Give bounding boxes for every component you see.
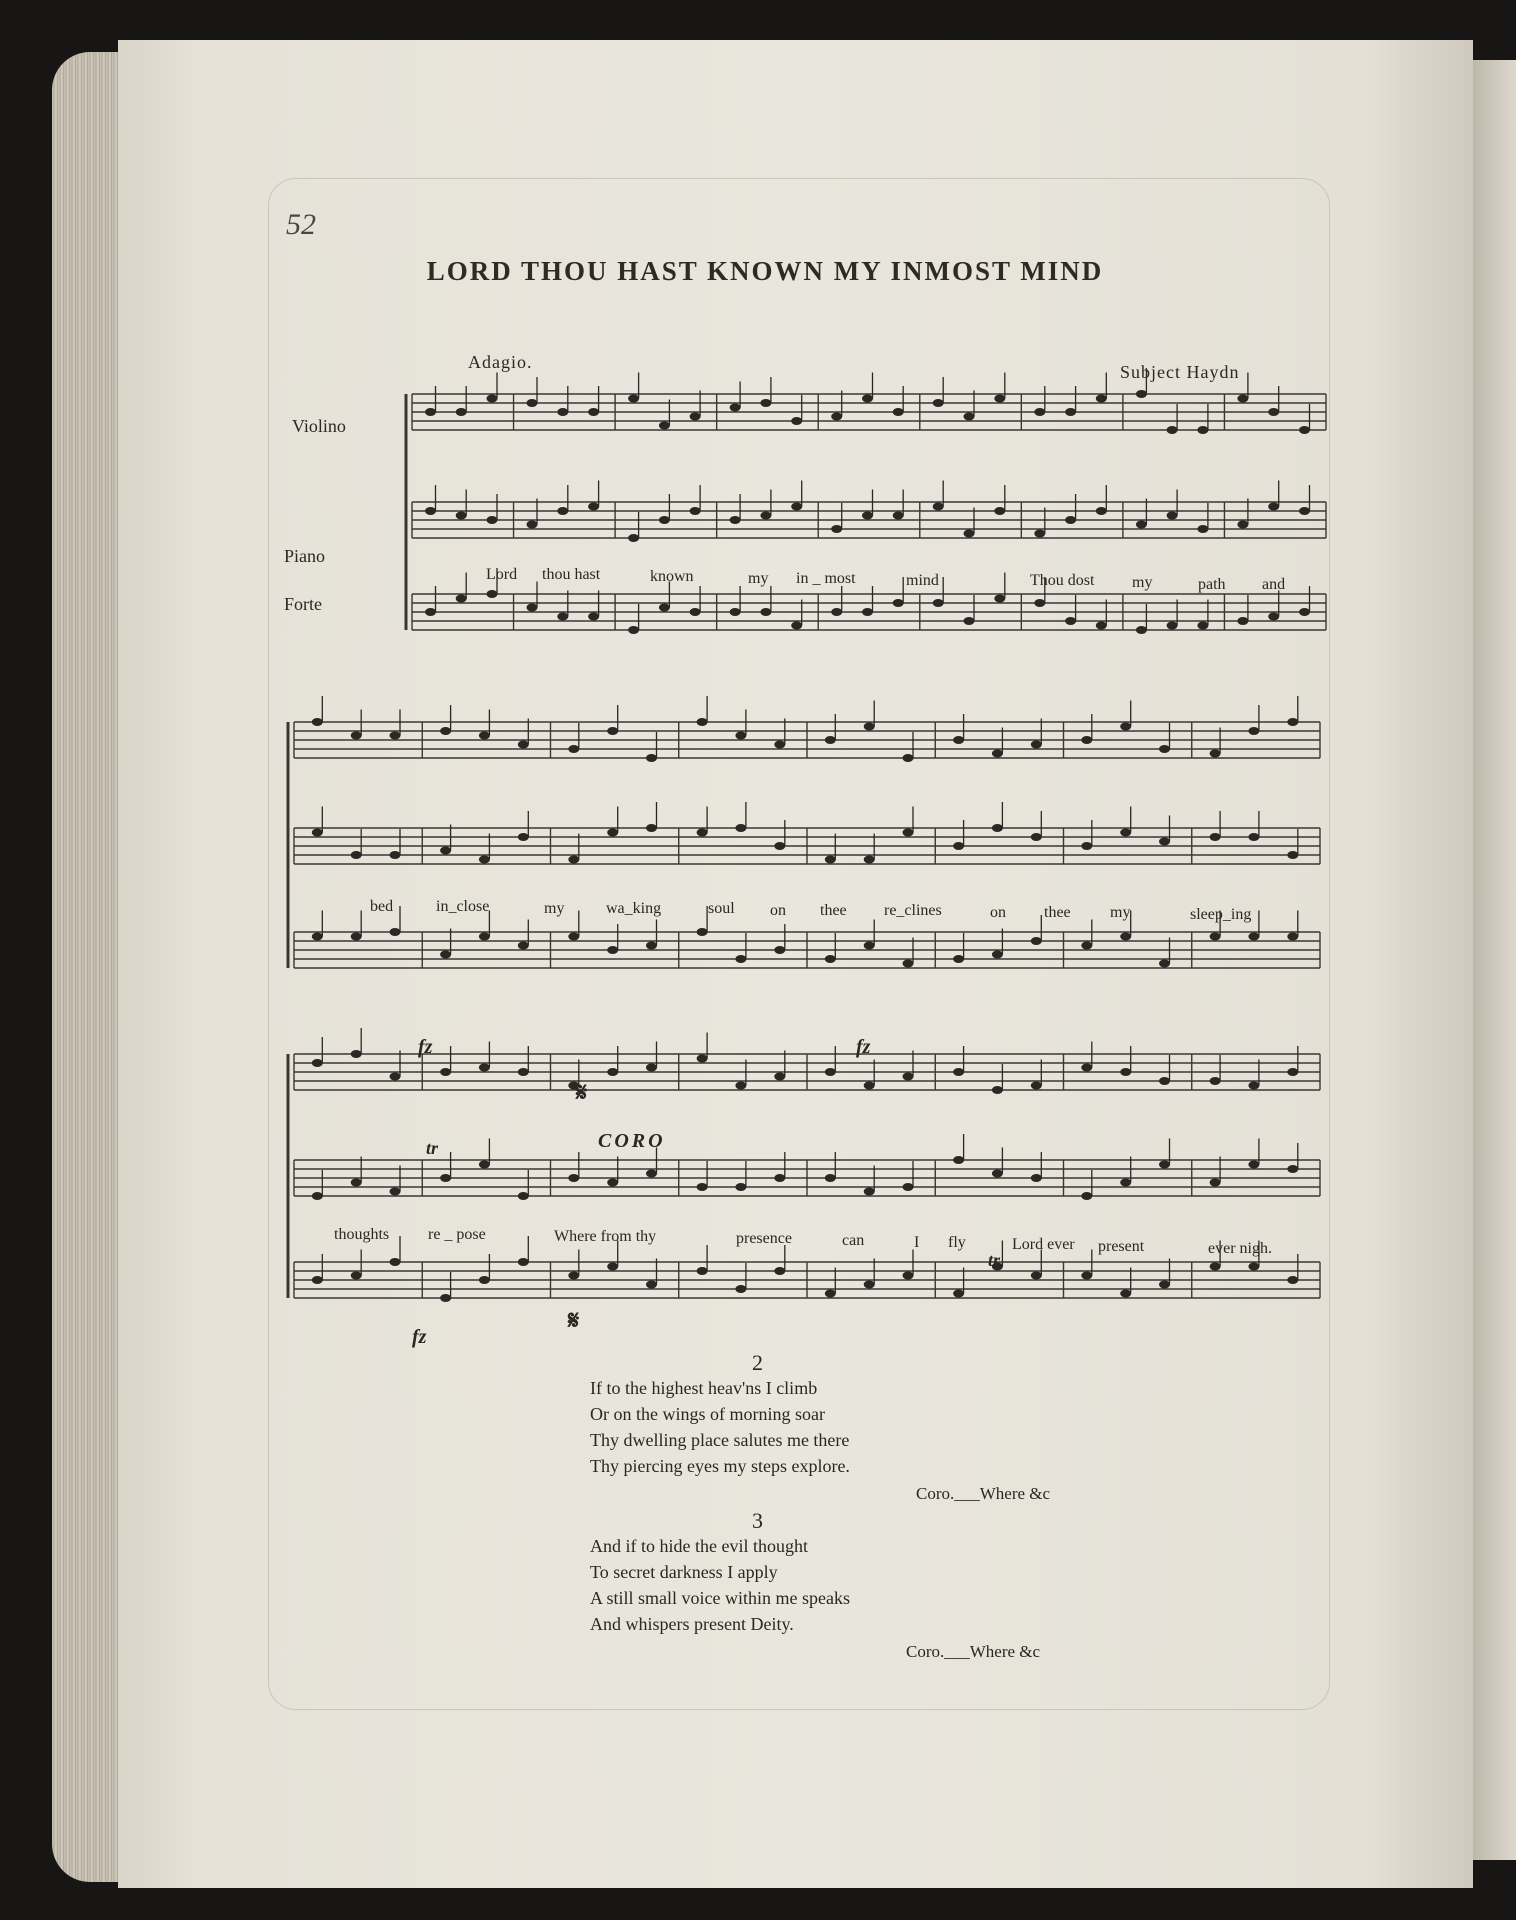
note-head [1065, 516, 1076, 524]
note-head [1031, 937, 1042, 945]
note-head [1210, 1077, 1221, 1085]
note-head [1299, 426, 1310, 434]
lyric-syllable: path [1198, 576, 1226, 593]
note-head [864, 723, 875, 731]
note-head [1120, 723, 1131, 731]
note-head [903, 1183, 914, 1191]
note-head [1159, 960, 1170, 968]
note-head [607, 946, 618, 954]
lyric-syllable: Where from thy [554, 1228, 657, 1245]
trill-mark: tr [988, 1250, 1001, 1270]
coro-marking: CORO [598, 1130, 666, 1152]
note-head [588, 503, 599, 511]
note-head [479, 1161, 490, 1169]
note-head [831, 525, 842, 533]
verse-2-line-3: Thy dwelling place salutes me there [590, 1430, 850, 1450]
lyric-syllable: ever nigh. [1208, 1240, 1272, 1257]
note-head [568, 1174, 579, 1182]
note-head [659, 604, 670, 612]
note-head [864, 942, 875, 950]
note-head [1287, 1165, 1298, 1173]
note-head [425, 408, 436, 416]
note-head [730, 404, 741, 412]
note-head [425, 507, 436, 515]
lyric-syllable: my [1132, 574, 1153, 591]
note-head [735, 1082, 746, 1090]
note-head [518, 1068, 529, 1076]
note-head [953, 1068, 964, 1076]
note-head [862, 608, 873, 616]
note-head [1136, 626, 1147, 634]
note-head [1167, 622, 1178, 630]
note-head [953, 955, 964, 963]
trill-mark: tr [426, 1138, 439, 1158]
note-head [479, 933, 490, 941]
song-title: LORD THOU HAST KNOWN MY INMOST MIND [426, 256, 1104, 286]
note-head [735, 732, 746, 740]
note-head [1159, 1161, 1170, 1169]
verse-2-coro-ref: Coro.___Where &c [916, 1484, 1051, 1503]
note-head [568, 856, 579, 864]
note-head [1237, 617, 1248, 625]
note-head [557, 507, 568, 515]
verse-3-line-1: And if to hide the evil thought [590, 1536, 808, 1556]
lyric-syllable: thoughts [334, 1226, 390, 1243]
note-head [1120, 933, 1131, 941]
note-head [351, 1179, 362, 1187]
note-head [774, 741, 785, 749]
note-head [1159, 838, 1170, 846]
note-head [659, 516, 670, 524]
note-head [351, 933, 362, 941]
note-head [628, 626, 639, 634]
note-head [903, 1272, 914, 1280]
note-head [518, 833, 529, 841]
note-head [607, 1263, 618, 1271]
note-head [862, 395, 873, 403]
note-head [697, 1183, 708, 1191]
note-head [1210, 1179, 1221, 1187]
note-head [440, 951, 451, 959]
lyric-syllable: my [1110, 904, 1131, 921]
note-head [518, 1258, 529, 1266]
note-head [1210, 933, 1221, 941]
note-head [1120, 829, 1131, 837]
note-head [1268, 613, 1279, 621]
lyric-syllable: wa_king [606, 900, 662, 917]
note-head [1197, 622, 1208, 630]
lyric-syllable: present [1098, 1238, 1145, 1255]
note-head [903, 829, 914, 837]
lyric-syllable: my [748, 570, 769, 587]
note-head [390, 1258, 401, 1266]
segno-sign: 𝄋 [568, 1306, 580, 1335]
dynamic-fz: fz [418, 1036, 433, 1058]
note-head [527, 521, 538, 529]
note-head [953, 736, 964, 744]
note-head [1248, 1082, 1259, 1090]
note-head [994, 507, 1005, 515]
note-head [825, 1290, 836, 1298]
note-head [864, 856, 875, 864]
lyric-syllable: on [770, 902, 786, 919]
note-head [1197, 426, 1208, 434]
note-head [1167, 512, 1178, 520]
note-head [1081, 736, 1092, 744]
note-head [646, 1064, 657, 1072]
note-head [518, 942, 529, 950]
note-head [456, 512, 467, 520]
lyric-syllable: sleep_ing [1190, 906, 1252, 923]
note-head [831, 608, 842, 616]
note-head [893, 408, 904, 416]
note-head [312, 718, 323, 726]
note-head [588, 613, 599, 621]
note-head [312, 933, 323, 941]
note-head [825, 1068, 836, 1076]
note-head [1120, 1290, 1131, 1298]
note-head [425, 608, 436, 616]
verse-3-line-4: And whispers present Deity. [590, 1614, 794, 1634]
note-head [1248, 1263, 1259, 1271]
verse-2-line-4: Thy piercing eyes my steps explore. [590, 1456, 850, 1476]
note-head [607, 1068, 618, 1076]
note-head [1299, 507, 1310, 515]
composer-credit: Subject Haydn [1120, 362, 1240, 382]
note-head [964, 413, 975, 421]
note-head [440, 1294, 451, 1302]
note-head [1167, 426, 1178, 434]
note-head [568, 745, 579, 753]
note-head [390, 928, 401, 936]
note-head [1065, 408, 1076, 416]
dynamic-fz: fz [856, 1036, 871, 1058]
note-head [479, 732, 490, 740]
note-head [825, 955, 836, 963]
lyric-syllable: thou hast [542, 566, 601, 583]
note-head [351, 851, 362, 859]
note-head [607, 1179, 618, 1187]
instrument-label-piano: Piano [284, 546, 326, 566]
note-head [697, 1267, 708, 1275]
note-head [933, 503, 944, 511]
note-head [518, 741, 529, 749]
note-head [1210, 750, 1221, 758]
lyric-syllable: in_close [436, 898, 490, 915]
note-head [1159, 1077, 1170, 1085]
note-head [312, 1059, 323, 1067]
note-head [953, 1290, 964, 1298]
lyric-syllable: on [990, 904, 1006, 921]
note-head [646, 1170, 657, 1178]
note-head [730, 516, 741, 524]
note-head [791, 622, 802, 630]
note-head [697, 1055, 708, 1063]
note-head [1136, 390, 1147, 398]
verse-3-line-2: To secret darkness I apply [590, 1562, 778, 1582]
note-head [1136, 521, 1147, 529]
note-head [351, 1272, 362, 1280]
note-head [1081, 842, 1092, 850]
note-head [479, 856, 490, 864]
note-head [953, 1156, 964, 1164]
note-head [992, 824, 1003, 832]
instrument-label-forte: Forte [284, 594, 322, 614]
note-head [659, 422, 670, 430]
lyric-syllable: mind [906, 572, 939, 589]
lyric-syllable: fly [948, 1234, 966, 1251]
note-head [1031, 1272, 1042, 1280]
note-head [903, 960, 914, 968]
note-head [568, 1272, 579, 1280]
note-head [487, 590, 498, 598]
note-head [735, 824, 746, 832]
note-heads [312, 368, 1310, 1302]
lyric-syllable: I [914, 1234, 920, 1251]
note-head [825, 1174, 836, 1182]
note-head [1034, 408, 1045, 416]
lyric-syllable: thee [1044, 904, 1071, 921]
verse-number-2: 2 [752, 1350, 763, 1375]
note-head [992, 750, 1003, 758]
note-head [351, 732, 362, 740]
note-head [440, 1174, 451, 1182]
note-head [1287, 933, 1298, 941]
note-head [774, 1174, 785, 1182]
note-head [1248, 1161, 1259, 1169]
verse-2-line-1: If to the highest heav'ns I climb [590, 1378, 818, 1398]
note-head [1120, 1179, 1131, 1187]
note-head [774, 1073, 785, 1081]
note-head [1081, 1064, 1092, 1072]
note-head [1031, 1082, 1042, 1090]
note-head [1237, 521, 1248, 529]
note-head [1248, 727, 1259, 735]
note-head [607, 829, 618, 837]
note-head [646, 942, 657, 950]
note-head [774, 842, 785, 850]
note-head [312, 1276, 323, 1284]
note-head [760, 399, 771, 407]
lyric-syllable: Thou dost [1030, 572, 1095, 589]
note-head [697, 829, 708, 837]
note-head [1031, 833, 1042, 841]
lyric-syllable: and [1262, 576, 1286, 593]
note-head [1287, 718, 1298, 726]
note-head [456, 595, 467, 603]
note-head [690, 608, 701, 616]
note-head [646, 824, 657, 832]
tempo-marking: Adagio. [468, 352, 533, 372]
note-head [992, 1086, 1003, 1094]
note-head [646, 1281, 657, 1289]
note-head [825, 856, 836, 864]
lyric-syllable: soul [708, 900, 735, 917]
note-head [1197, 525, 1208, 533]
note-head [628, 534, 639, 542]
note-head [1210, 833, 1221, 841]
note-head [964, 617, 975, 625]
note-head [312, 829, 323, 837]
note-head [690, 413, 701, 421]
note-head [1096, 395, 1107, 403]
note-head [864, 1188, 875, 1196]
note-head [1096, 622, 1107, 630]
note-head [1248, 833, 1259, 841]
note-head [440, 1068, 451, 1076]
note-head [607, 727, 618, 735]
lyric-syllable: re _ pose [428, 1226, 486, 1243]
note-head [893, 599, 904, 607]
note-head [557, 408, 568, 416]
lyric-syllable: re_clines [884, 902, 942, 919]
note-head [1287, 1276, 1298, 1284]
note-head [1081, 1272, 1092, 1280]
note-head [760, 608, 771, 616]
staff-lines [288, 394, 1326, 1298]
lyric-syllable: my [544, 900, 565, 917]
verse-3-line-3: A still small voice within me speaks [590, 1588, 850, 1608]
note-head [518, 1192, 529, 1200]
note-head [557, 613, 568, 621]
note-head [1159, 745, 1170, 753]
note-head [893, 512, 904, 520]
page-number: 52 [286, 208, 316, 241]
lyric-syllable: can [842, 1232, 865, 1249]
dynamic-fz: fz [412, 1326, 427, 1348]
note-head [903, 754, 914, 762]
note-head [1248, 933, 1259, 941]
note-head [992, 951, 1003, 959]
note-head [1287, 1068, 1298, 1076]
note-head [735, 1285, 746, 1293]
lyric-syllable: Lord [486, 566, 518, 583]
note-head [1034, 530, 1045, 538]
note-head [390, 1188, 401, 1196]
note-head [568, 933, 579, 941]
note-head [791, 417, 802, 425]
note-head [440, 727, 451, 735]
note-head [1081, 1192, 1092, 1200]
note-head [390, 732, 401, 740]
note-head [1031, 1174, 1042, 1182]
note-head [1210, 1263, 1221, 1271]
note-head [735, 955, 746, 963]
note-head [1034, 599, 1045, 607]
note-head [487, 516, 498, 524]
lyric-syllable: presence [736, 1230, 792, 1247]
note-head [1081, 942, 1092, 950]
note-head [1237, 395, 1248, 403]
note-head [864, 1281, 875, 1289]
verse-3-coro-ref: Coro.___Where &c [906, 1642, 1041, 1661]
note-head [735, 1183, 746, 1191]
note-head [1268, 503, 1279, 511]
note-head [864, 1082, 875, 1090]
note-head [1268, 408, 1279, 416]
note-head [690, 507, 701, 515]
note-head [312, 1192, 323, 1200]
note-head [774, 946, 785, 954]
segno-sign: 𝄋 [576, 1078, 588, 1107]
verse-2-line-2: Or on the wings of morning soar [590, 1404, 825, 1424]
note-head [628, 395, 639, 403]
note-head [527, 399, 538, 407]
note-head [831, 413, 842, 421]
note-head [390, 851, 401, 859]
note-head [1287, 851, 1298, 859]
lyric-syllable: in _ most [796, 570, 856, 587]
note-head [479, 1064, 490, 1072]
note-head [1065, 617, 1076, 625]
note-head [697, 928, 708, 936]
note-head [1299, 608, 1310, 616]
note-head [1096, 507, 1107, 515]
note-head [903, 1073, 914, 1081]
note-head [933, 599, 944, 607]
note-head [588, 408, 599, 416]
note-head [1120, 1068, 1131, 1076]
note-head [791, 503, 802, 511]
note-head [992, 1170, 1003, 1178]
lyric-syllable: thee [820, 902, 847, 919]
note-head [527, 604, 538, 612]
note-head [862, 512, 873, 520]
lyric-syllable: bed [370, 898, 394, 915]
instrument-label-violin: Violino [292, 416, 346, 436]
note-head [697, 718, 708, 726]
note-head [646, 754, 657, 762]
verse-number-3: 3 [752, 1508, 763, 1533]
lyric-syllable: Lord ever [1012, 1236, 1075, 1253]
note-head [994, 395, 1005, 403]
note-head [351, 1050, 362, 1058]
note-head [487, 395, 498, 403]
note-head [730, 608, 741, 616]
note-head [390, 1073, 401, 1081]
note-head [479, 1276, 490, 1284]
note-head [456, 408, 467, 416]
note-head [774, 1267, 785, 1275]
note-head [825, 736, 836, 744]
note-head [994, 595, 1005, 603]
note-head [964, 530, 975, 538]
note-head [440, 847, 451, 855]
note-head [933, 399, 944, 407]
note-head [1159, 1281, 1170, 1289]
note-head [953, 842, 964, 850]
lyric-syllable: known [650, 568, 694, 585]
note-head [760, 512, 771, 520]
note-head [1031, 741, 1042, 749]
